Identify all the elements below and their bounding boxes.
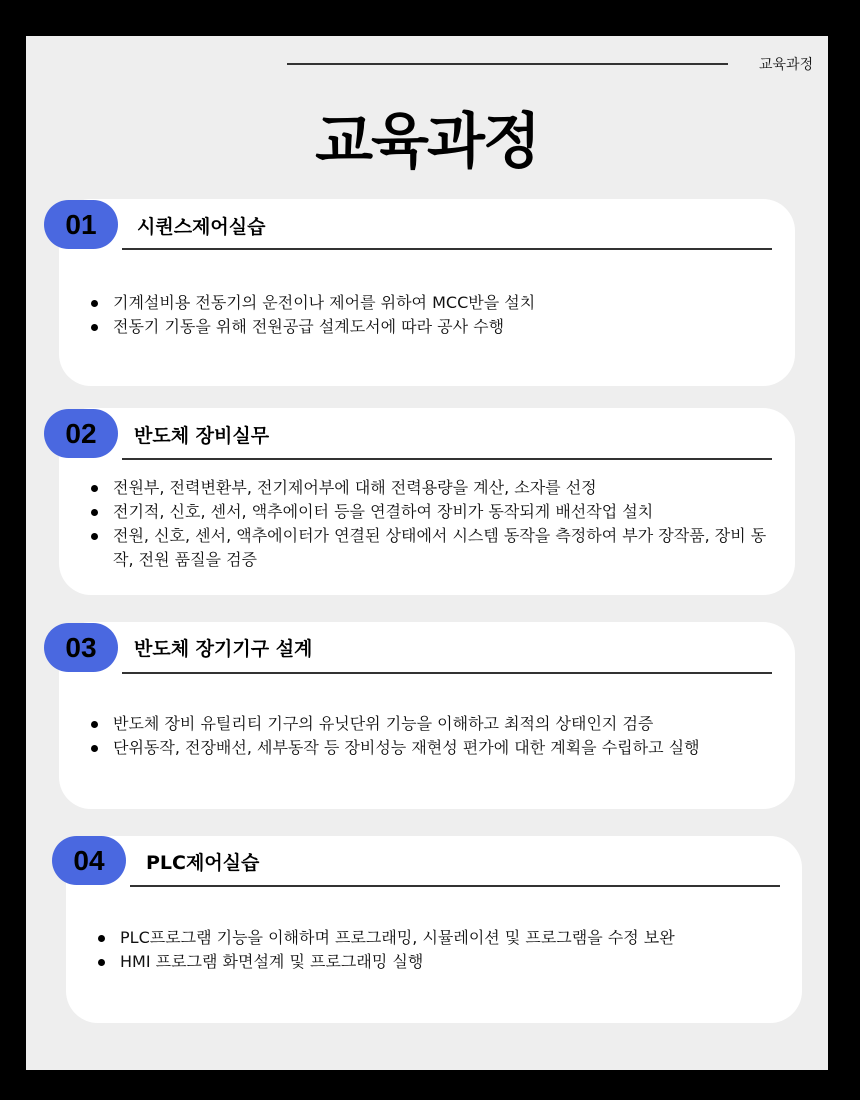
list-item: PLC프로그램 기능을 이해하며 프로그래밍, 시뮬레이션 및 프로그램을 수정 보완 xyxy=(96,926,786,950)
course-items xyxy=(96,926,786,974)
list-item: 기계설비용 전동기의 운전이나 제어를 위하여 MCC반을 설치 xyxy=(89,291,779,315)
section-title: PLC제어실습 xyxy=(146,852,260,874)
section-divider xyxy=(122,458,772,460)
header-divider xyxy=(287,63,728,65)
list-item: 전기적, 신호, 센서, 액추에이터 등을 연결하여 장비가 동작되게 배선작업 설치 xyxy=(89,500,779,524)
page xyxy=(26,36,828,1070)
list-item: 전동기 기동을 위해 전원공급 설계도서에 따라 공사 수행 xyxy=(89,315,779,339)
course-items xyxy=(89,291,779,339)
section-title: 반도체 장비실무 xyxy=(134,425,270,447)
section-divider xyxy=(122,672,772,674)
section-number-badge: 01 xyxy=(44,200,118,249)
list-item: HMI 프로그램 화면설계 및 프로그래밍 실행 xyxy=(96,950,786,974)
list-item: 단위동작, 전장배선, 세부동작 등 장비성능 재현성 편가에 대한 계획을 수립하고 실행 xyxy=(89,736,779,760)
section-number-badge: 03 xyxy=(44,623,118,672)
course-items xyxy=(89,476,779,572)
list-item: 전원, 신호, 센서, 액추에이터가 연결된 상태에서 시스템 동작을 측정하여 부가 장작품, 장비 동작, 전원 품질을 검증 xyxy=(89,524,779,572)
course-items xyxy=(89,712,779,760)
section-title: 반도체 장기기구 설계 xyxy=(134,638,313,660)
section-divider xyxy=(122,248,772,250)
list-item: 전원부, 전력변환부, 전기제어부에 대해 전력용량을 계산, 소자를 선정 xyxy=(89,476,779,500)
section-divider xyxy=(130,885,780,887)
section-number-badge: 04 xyxy=(52,836,126,885)
section-title: 시퀀스제어실습 xyxy=(137,216,266,238)
header-label: 교육과정 xyxy=(759,57,814,73)
page-title: 교육과정 xyxy=(315,107,539,177)
section-number-badge: 02 xyxy=(44,409,118,458)
list-item: 반도체 장비 유틸리티 기구의 유닛단위 기능을 이해하고 최적의 상태인지 검증 xyxy=(89,712,779,736)
